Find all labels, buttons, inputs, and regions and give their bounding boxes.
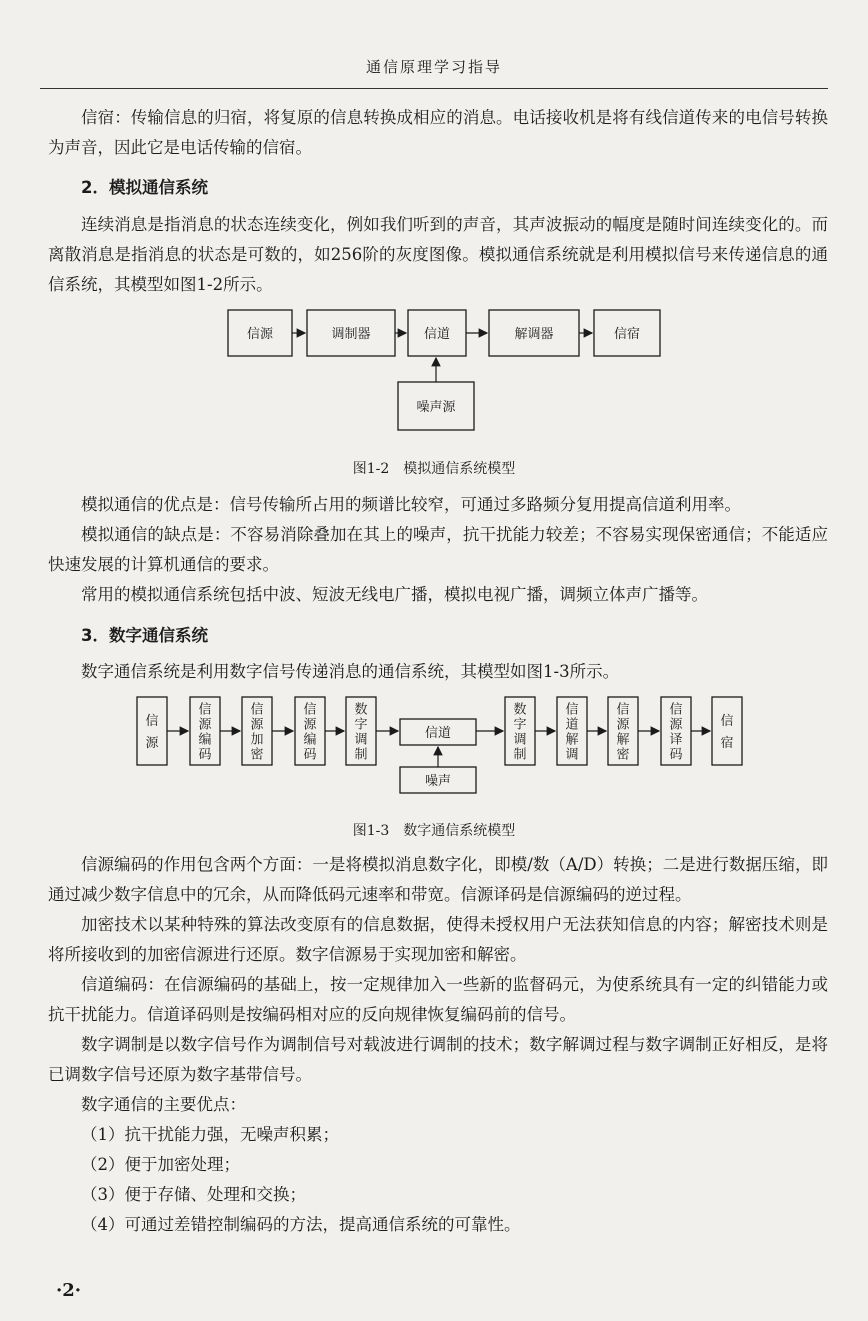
fig12-block-source — [228, 310, 292, 356]
fig13-block-source-decryption — [608, 697, 638, 765]
list-item: （1）抗干扰能力强，无噪声积累； — [81, 1125, 339, 1144]
fig13-label-source-encryption: 信源加密 — [250, 702, 264, 763]
para-analog-disadvantages: 模拟通信的缺点是：不容易消除叠加在其上的噪声，抗干扰能力较差；不容易实现保密通信；不能适应快速发展的计算机通信的要求。 — [48, 525, 828, 574]
fig12-block-demodulator — [489, 310, 579, 356]
figure-1-3 — [0, 690, 868, 810]
fig13-block-noise — [400, 767, 476, 793]
fig13-block-channel-demod — [557, 697, 587, 765]
list-item: （3）便于存储、处理和交换； — [81, 1185, 306, 1204]
para-digital-modulation: 数字调制是以数字信号作为调制信号对载波进行调制的技术；数字解调过程与数字调制正好相反，是将已调数字信号还原为数字基带信号。 — [48, 1035, 828, 1084]
fig12-block-sink — [594, 310, 660, 356]
fig13-block-source-coding — [190, 697, 220, 765]
figure-1-2 — [0, 300, 868, 440]
para-sink: 信宿：传输信息的归宿，将复原的信息转换成相应的消息。电话接收机是将有线信道传来的电信号转换为声音，因此它是电话传输的信宿。 — [48, 108, 828, 157]
fig13-label-digital-modulation-2: 数字调制 — [513, 702, 527, 763]
para-digital-advantages: 数字通信的主要优点： — [81, 1095, 246, 1114]
fig13-label-digital-modulation: 数字调制 — [354, 702, 368, 763]
fig12-label-source: 信源 — [246, 327, 274, 342]
fig13-block-source-coding-2 — [295, 697, 325, 765]
fig13-label-noise: 噪声 — [424, 774, 452, 789]
fig13-block-sink — [712, 697, 742, 765]
fig13-label-source-decryption: 信源解密 — [616, 702, 630, 763]
para-source-coding: 信源编码的作用包含两个方面：一是将模拟消息数字化，即模/数（A/D）转换；二是进行数据压缩，即通过减少数字信息中的冗余，从而降低码元速率和带宽。信源译码是信源编码的逆过程。 — [48, 855, 828, 904]
header-rule — [40, 88, 828, 89]
section-3 — [48, 622, 828, 650]
fig13-label-channel-demod: 信道解调 — [565, 702, 579, 763]
para-channel-coding: 信道编码：在信源编码的基础上，按一定规律加入一些新的监督码元，为使系统具有一定的纠错能力或抗干扰能力。信道译码则是按编码相对应的反向规律恢复编码前的信号。 — [48, 975, 828, 1024]
section-2 — [48, 174, 828, 202]
fig13-block-source-encryption — [242, 697, 272, 765]
fig13-label-source-coding: 信源编码 — [198, 702, 212, 763]
fig13-label-source-decoding: 信源译码 — [669, 702, 683, 763]
section-2-body — [48, 210, 828, 300]
para-analog-common: 常用的模拟通信系统包括中波、短波无线电广播，模拟电视广播，调频立体声广播等。 — [81, 585, 708, 604]
fig13-label-source-coding-2: 信源编码 — [303, 702, 317, 763]
section-3-cont — [48, 850, 828, 1240]
fig13-block-source — [137, 697, 167, 765]
fig12-label-sink: 信宿 — [613, 327, 641, 342]
section-2-para: 连续消息是指消息的状态连续变化，例如我们听到的声音，其声波振动的幅度是随时间连续变化的。而离散消息是指消息的状态是可数的，如256阶的灰度图像。模拟通信系统就是利用模拟信号来传递信息的通信系统，其模型如图1-2所示。 — [48, 215, 828, 294]
page-number: ·2· — [56, 1280, 82, 1301]
section-2-cont — [48, 490, 828, 610]
section-3-heading: 3．数字通信系统 — [81, 626, 208, 645]
fig13-label-sink: 信宿 — [720, 714, 734, 751]
fig13-block-source-decoding — [661, 697, 691, 765]
fig13-label-source: 信源 — [145, 714, 159, 751]
fig13-caption: 图1-3 数字通信系统模型 — [352, 823, 516, 839]
section-3-para: 数字通信系统是利用数字信号传递消息的通信系统，其模型如图1-3所示。 — [81, 662, 620, 681]
list-item: （4）可通过差错控制编码的方法，提高通信系统的可靠性。 — [81, 1215, 521, 1234]
section-2-heading: 2．模拟通信系统 — [81, 178, 208, 197]
fig12-block-channel — [408, 310, 466, 356]
fig13-block-channel — [400, 719, 476, 745]
section-3-intro — [48, 657, 828, 687]
fig12-block-modulator — [307, 310, 395, 356]
list-item: （2）便于加密处理； — [81, 1155, 240, 1174]
fig13-block-digital-modulation-2 — [505, 697, 535, 765]
fig12-label-channel: 信道 — [423, 327, 451, 342]
para-sink-block — [48, 103, 828, 163]
para-encryption: 加密技术以某种特殊的算法改变原有的信息数据，使得未授权用户无法获知信息的内容；解密技术则是将所接收到的加密信源进行还原。数字信源易于实现加密和解密。 — [48, 915, 828, 964]
para-analog-advantages: 模拟通信的优点是：信号传输所占用的频谱比较窄，可通过多路频分复用提高信道利用率。 — [81, 495, 741, 514]
fig13-block-digital-modulation — [346, 697, 376, 765]
running-header: 通信原理学习指导 — [365, 58, 502, 76]
fig12-label-noise: 噪声源 — [416, 400, 456, 415]
fig12-label-demodulator: 解调器 — [514, 327, 554, 342]
fig12-label-modulator: 调制器 — [331, 327, 371, 342]
fig13-label-channel: 信道 — [424, 726, 452, 741]
fig12-block-noise — [398, 382, 474, 430]
fig12-caption: 图1-2 模拟通信系统模型 — [352, 461, 516, 477]
